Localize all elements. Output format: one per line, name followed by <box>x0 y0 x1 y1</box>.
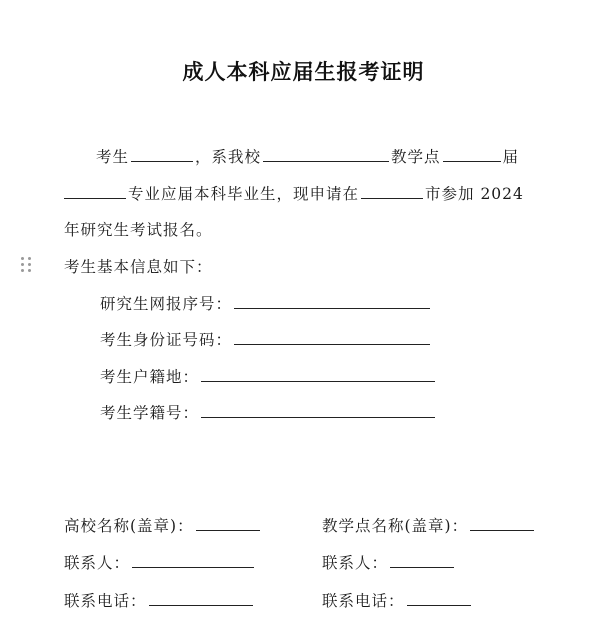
paragraph-line-3: 年研究生考试报名。 <box>64 221 213 239</box>
label-registration-no: 研究生网报序号： <box>100 295 233 313</box>
blank-city[interactable] <box>361 183 423 199</box>
paragraph-line-2 <box>64 183 524 204</box>
field-household <box>100 366 437 387</box>
label-center-name: 教学点名称(盖章)： <box>322 517 469 535</box>
blank-student-no[interactable] <box>201 402 435 418</box>
text-teaching-center: 教学点 <box>391 148 441 166</box>
blank-school-seal[interactable] <box>196 515 260 531</box>
text-class: 届 <box>502 148 520 166</box>
label-student-no: 考生学籍号： <box>100 404 200 422</box>
label-phone-right: 联系电话： <box>322 592 405 610</box>
blank-registration-no[interactable] <box>234 293 430 309</box>
text-city-exam-year: 市参加 2024 <box>425 185 524 203</box>
label-household: 考生户籍地： <box>100 368 200 386</box>
blank-id-no[interactable] <box>234 329 430 345</box>
blank-center-seal[interactable] <box>470 515 534 531</box>
blank-major[interactable] <box>64 183 126 199</box>
footer-contact-left <box>64 552 256 573</box>
label-contact-right: 联系人： <box>322 554 389 572</box>
footer-phone-left <box>64 590 255 611</box>
blank-class-year[interactable] <box>443 146 501 162</box>
info-heading: 考生基本信息如下： <box>64 258 213 276</box>
label-school-name: 高校名称(盖章)： <box>64 517 194 535</box>
footer-contact-right <box>322 552 456 573</box>
field-registration-no <box>100 293 432 314</box>
footer-school-name <box>64 515 262 536</box>
footer-phone-right <box>322 590 473 611</box>
label-phone-left: 联系电话： <box>64 592 147 610</box>
blank-household[interactable] <box>201 366 435 382</box>
label-contact-left: 联系人： <box>64 554 131 572</box>
blank-contact-right[interactable] <box>390 552 454 568</box>
label-id-no: 考生身份证号码： <box>100 331 233 349</box>
paragraph-line-1 <box>96 146 519 167</box>
blank-contact-left[interactable] <box>132 552 254 568</box>
text-examinee: 考生 <box>96 148 130 166</box>
drag-handle-icon[interactable] <box>19 256 33 274</box>
field-id-no <box>100 329 432 350</box>
blank-school-name[interactable] <box>263 146 389 162</box>
text-from-school: ，系我校 <box>195 148 262 166</box>
blank-phone-right[interactable] <box>407 590 471 606</box>
text-major-graduate: 专业应届本科毕业生，现申请在 <box>128 185 360 203</box>
document-title: 成人本科应届生报考证明 <box>182 60 425 84</box>
blank-phone-left[interactable] <box>149 590 253 606</box>
field-student-no <box>100 402 437 423</box>
blank-examinee-name[interactable] <box>131 146 193 162</box>
footer-center-name <box>322 515 536 536</box>
